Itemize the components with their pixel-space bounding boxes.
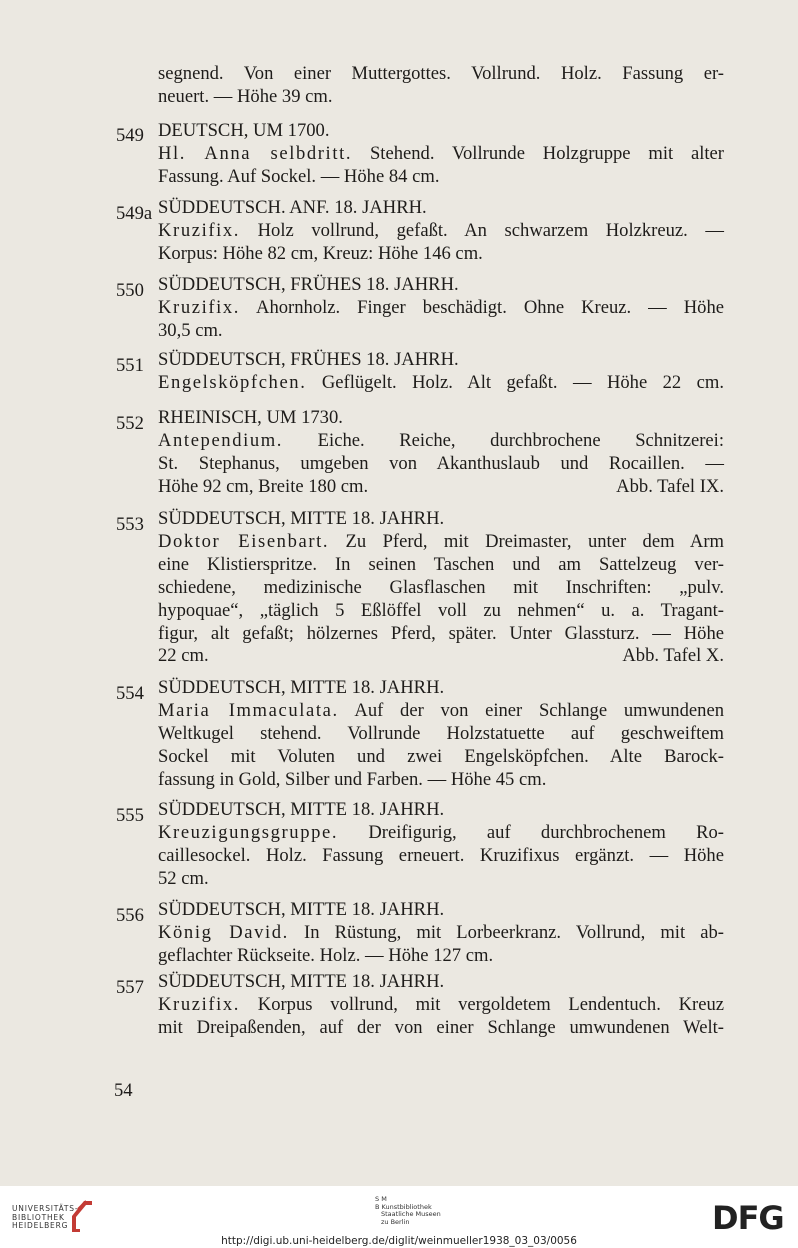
entry-heading: SÜDDEUTSCH, MITTE 18. JAHRH. — [158, 971, 445, 992]
sm-logo-line: zu Berlin — [381, 1217, 410, 1226]
entry-text: Stehend. Vollrunde Holzgruppe mit alter — [369, 143, 725, 164]
entry-title: Kruzifix. — [158, 994, 241, 1015]
entry-first-line — [158, 220, 724, 242]
entry-heading: SÜDDEUTSCH, MITTE 18. JAHRH. — [158, 899, 445, 920]
entry-text: Dreifigurig, auf durchbrochenem Ro- — [368, 822, 724, 843]
entry-title: Kruzifix. — [158, 297, 241, 318]
entry-line: Höhe 92 cm, Breite 180 cm. — [158, 476, 369, 497]
entry-text: Zu Pferd, mit Dreimaster, unter dem Arm — [345, 531, 725, 552]
library-name-line: HEIDELBERG — [12, 1221, 69, 1230]
entry-line: Sockel mit Voluten und zwei Engelsköpfchen. Alte Barock- — [158, 746, 724, 767]
entry-number: 551 — [116, 355, 144, 376]
entry-number: 556 — [116, 905, 144, 926]
library-name-line: UNIVERSITÄTS- — [12, 1204, 79, 1213]
entry-heading: DEUTSCH, UM 1700. — [158, 120, 330, 141]
entry-first-line — [158, 700, 724, 722]
entry-title: Kreuzigungsgruppe. — [158, 822, 339, 843]
entry-line: 30,5 cm. — [158, 320, 223, 341]
entry-heading: SÜDDEUTSCH, FRÜHES 18. JAHRH. — [158, 274, 459, 295]
entry-title: Doktor Eisenbart. — [158, 531, 330, 552]
entry-line: St. Stephanus, umgeben von Akanthuslaub und Rocaillen. — — [158, 453, 724, 474]
university-library-logo-icon[interactable] — [66, 1199, 96, 1233]
entry-number: 552 — [116, 413, 144, 434]
entry-heading: SÜDDEUTSCH. ANF. 18. JAHRH. — [158, 197, 427, 218]
entry-title: Hl. Anna selbdritt. — [158, 143, 353, 164]
entry-first-line — [158, 143, 724, 165]
entry-number: 553 — [116, 514, 144, 535]
entry-text: Korpus vollrund, mit vergoldetem Lendentuch. Kreuz — [257, 994, 724, 1015]
entry-line-with-ref — [158, 645, 724, 667]
entry-heading: SÜDDEUTSCH, FRÜHES 18. JAHRH. — [158, 349, 459, 370]
entry-line: Fassung. Auf Sockel. — Höhe 84 cm. — [158, 166, 440, 187]
entry-text: In Rüstung, mit Lorbeerkranz. Vollrund, mit ab- — [304, 922, 725, 943]
entry-line: Korpus: Höhe 82 cm, Kreuz: Höhe 146 cm. — [158, 243, 483, 264]
entry-line: mit Dreipaßenden, auf der von einer Schlange umwundenen Welt- — [158, 1017, 724, 1038]
entry-first-line — [158, 372, 724, 394]
intro-line-1: segnend. Von einer Muttergottes. Vollrund. Holz. Fassung er- — [158, 63, 724, 84]
library-name-line: BIBLIOTHEK — [12, 1212, 65, 1222]
entry-first-line — [158, 822, 724, 844]
entry-line: geflachter Rückseite. Holz. — Höhe 127 cm. — [158, 945, 494, 966]
entry-first-line — [158, 297, 724, 319]
entry-text: Ahornholz. Finger beschädigt. Ohne Kreuz. — Höhe — [256, 297, 725, 318]
entry-line: schiedene, medizinische Glasflaschen mit Inschriften: „pulv. — [158, 577, 724, 598]
entry-title: Engelsköpfchen. — [158, 372, 307, 393]
page-number: 54 — [114, 1080, 133, 1101]
entry-line: 52 cm. — [158, 868, 209, 889]
entry-first-line — [158, 531, 724, 553]
sm-logo[interactable] — [375, 1196, 441, 1226]
intro-line-2: neuert. — Höhe 39 cm. — [158, 86, 333, 107]
entry-line: eine Klistierspritze. In seinen Taschen und am Sattelzeug ver- — [158, 554, 724, 575]
entry-text: Holz vollrund, gefaßt. An schwarzem Holzkreuz. — — [257, 220, 724, 241]
dfg-logo[interactable]: DFG — [712, 1199, 784, 1237]
entry-number: 549 — [116, 125, 144, 146]
entry-number: 550 — [116, 280, 144, 301]
entry-heading: SÜDDEUTSCH, MITTE 18. JAHRH. — [158, 508, 445, 529]
entry-text: Eiche. Reiche, durchbrochene Schnitzerei: — [317, 430, 724, 451]
entry-first-line — [158, 922, 724, 944]
page-url[interactable]: http://digi.ub.uni-heidelberg.de/diglit/weinmueller1938_03_03/0056 — [221, 1235, 577, 1247]
entry-number: 555 — [116, 805, 144, 826]
entry-line: hypoquae“, „täglich 5 Eßlöffel voll zu nehmen“ u. a. Tragant- — [158, 600, 724, 621]
plate-reference: Abb. Tafel IX. — [616, 476, 724, 497]
entry-title: König David. — [158, 922, 289, 943]
entry-number: 557 — [116, 977, 144, 998]
entry-title: Maria Immaculata. — [158, 700, 339, 721]
entry-text: Geflügelt. Holz. Alt gefaßt. — Höhe 22 cm. — [321, 372, 724, 393]
entry-line: fassung in Gold, Silber und Farben. — Höhe 45 cm. — [158, 769, 547, 790]
entry-line: Weltkugel stehend. Vollrunde Holzstatuette auf geschweiftem — [158, 723, 724, 744]
entry-number: 549a — [116, 203, 153, 224]
entry-text: Auf der von einer Schlange umwundenen — [354, 700, 724, 721]
entry-line: figur, alt gefaßt; hölzernes Pferd, später. Unter Glassturz. — Höhe — [158, 623, 724, 644]
sm-logo-line: Staatliche Museen — [381, 1210, 441, 1218]
entry-line-with-ref — [158, 476, 724, 498]
entry-heading: RHEINISCH, UM 1730. — [158, 407, 343, 428]
entry-first-line — [158, 430, 724, 452]
sm-logo-line: S M — [375, 1195, 387, 1203]
sm-logo-line: B Kunstbibliothek — [375, 1202, 432, 1211]
plate-reference: Abb. Tafel X. — [622, 645, 724, 666]
entry-heading: SÜDDEUTSCH, MITTE 18. JAHRH. — [158, 799, 445, 820]
entry-heading: SÜDDEUTSCH, MITTE 18. JAHRH. — [158, 677, 445, 698]
entry-title: Antependium. — [158, 430, 284, 451]
entry-first-line — [158, 994, 724, 1016]
entry-number: 554 — [116, 683, 144, 704]
entry-title: Kruzifix. — [158, 220, 241, 241]
entry-line: 22 cm. — [158, 645, 209, 666]
entry-line: caillesockel. Holz. Fassung erneuert. Kruzifixus ergänzt. — Höhe — [158, 845, 724, 866]
